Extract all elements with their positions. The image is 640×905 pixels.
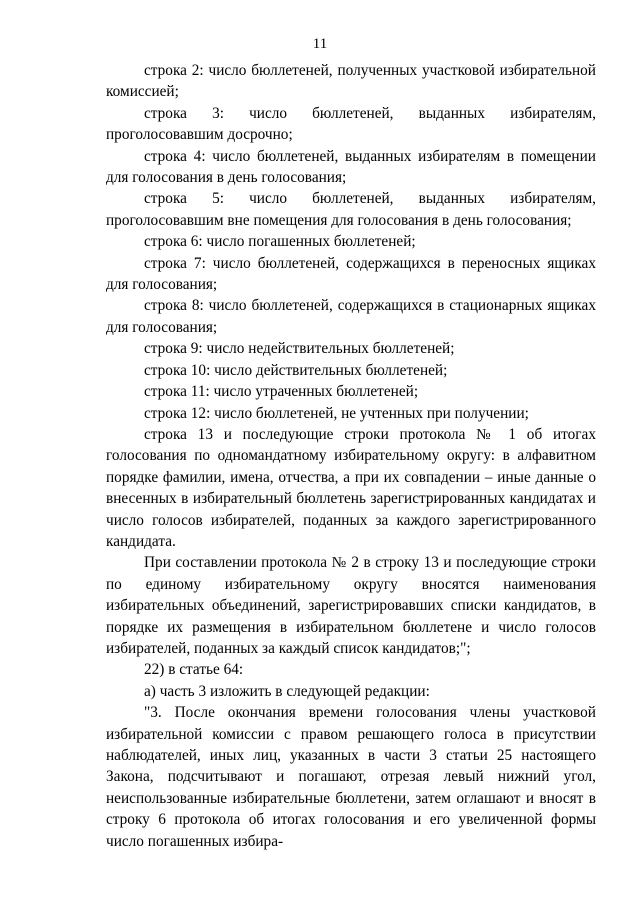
paragraph-part-3: "3. После окончания времени голосования члены участковой избирательной комиссии с правом решающего голоса в присутствии наблюдателей, иных лиц, указанных в части 3 статьи 25 настоящего Закона, подсчитывают и погашают, отрезая левый нижний угол, неиспользованные избирательные бюллетени, затем оглашают и вносят в строку 6 протокола об итогах голосования и его увеличенной формы число погашенных избира- [106, 704, 596, 850]
paragraph-line-4: строка 4: число бюллетеней, выданных избирателям в помещении для голосования в день голосования; [106, 147, 596, 187]
paragraph-subitem-a: а) часть 3 изложить в следующей редакции: [144, 682, 430, 700]
paragraph-line-6: строка 6: число погашенных бюллетеней; [144, 233, 416, 251]
paragraph-line-5: строка 5: число бюллетеней, выданных избирателям, проголосовавшим вне помещения для голосования в день голосования; [106, 190, 596, 229]
paragraph-line-3: строка 3: число бюллетеней, выданных избирателям, проголосовавшим досрочно; [106, 104, 596, 144]
paragraph-protocol-2: При составлении протокола № 2 в строку 13 и последующие строки по единому избирательному округу вносятся наименования избирательных объединений, зарегистрировавших списки кандидатов, в порядке их размещения в избирательном бюллетене и число голосов избирателей, поданных за каждый список кандидатов;"; [106, 554, 596, 657]
paragraph-line-8: строка 8: число бюллетеней, содержащихся в стационарных ящиках для голосования; [106, 297, 596, 336]
paragraph-line-10: строка 10: число действительных бюллетеней; [144, 361, 448, 379]
paragraph-line-13: строка 13 и последующие строки протокола № 1 об итогах голосования по одномандатному избирательному округу: в алфавитном порядке фамилии, имена, отчества, а при их совпадении – иные данные о внесенных в избирательный бюллетень зарегистрированных кандидатах и число голосов избирателей, поданных за каждого зарегистрированного кандидата. [106, 425, 596, 550]
paragraph-line-2: строка 2: число бюллетеней, полученных участковой избирательной комиссией; [106, 62, 596, 101]
paragraph-line-11: строка 11: число утраченных бюллетеней; [144, 383, 419, 401]
paragraph-line-9: строка 9: число недействительных бюллетеней; [144, 340, 455, 358]
paragraph-line-7: строка 7: число бюллетеней, содержащихся в переносных ящиках для голосования; [106, 254, 596, 294]
page-number: 11 [312, 36, 328, 52]
document-body [106, 60, 596, 852]
paragraph-item-22: 22) в статье 64: [144, 661, 244, 679]
paragraph-line-12: строка 12: число бюллетеней, не учтенных при получении; [144, 404, 529, 422]
